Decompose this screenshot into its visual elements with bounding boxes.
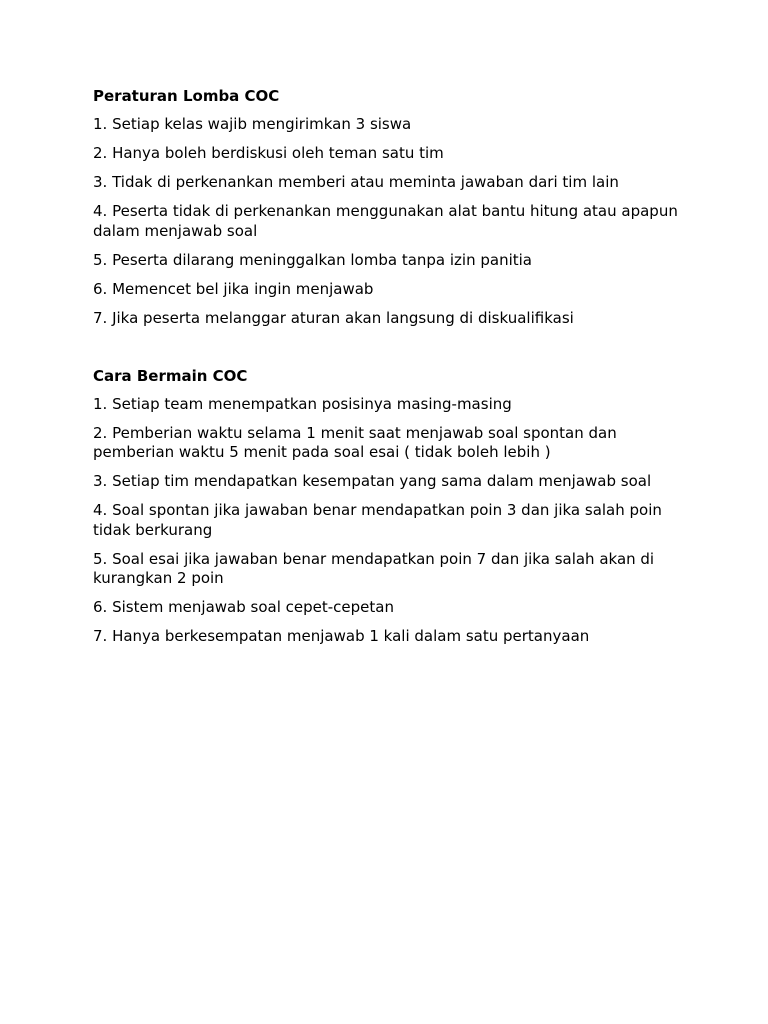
section-rules — [93, 86, 683, 328]
list-item: 2. Pemberian waktu selama 1 menit saat menjawab soal spontan dan pemberian waktu 5 menit pada soal esai ( tidak boleh lebih ) — [93, 423, 617, 461]
list-item: 3. Tidak di perkenankan memberi atau meminta jawaban dari tim lain — [93, 173, 619, 191]
section-how-to-play — [93, 366, 683, 647]
section-title: Cara Bermain COC — [93, 366, 248, 385]
list-item: 4. Soal spontan jika jawaban benar mendapatkan poin 3 dan jika salah poin tidak berkurang — [93, 501, 662, 539]
list-item: 2. Hanya boleh berdiskusi oleh teman satu tim — [93, 144, 444, 162]
section-spacer — [93, 338, 683, 366]
list-item: 5. Soal esai jika jawaban benar mendapatkan poin 7 dan jika salah akan di kurangkan 2 poin — [93, 549, 655, 587]
list-item: 1. Setiap team menempatkan posisinya masing-masing — [93, 394, 512, 413]
list-item: 5. Peserta dilarang meninggalkan lomba tanpa izin panitia — [93, 250, 532, 269]
list-item: 7. Jika peserta melanggar aturan akan langsung di diskualifikasi — [93, 308, 574, 327]
list-item: 1. Setiap kelas wajib mengirimkan 3 siswa — [93, 115, 412, 133]
list-item: 7. Hanya berkesempatan menjawab 1 kali dalam satu pertanyaan — [93, 627, 590, 645]
list-item: 3. Setiap tim mendapatkan kesempatan yang sama dalam menjawab soal — [93, 472, 652, 490]
rule-list — [93, 115, 683, 328]
list-item: 4. Peserta tidak di perkenankan menggunakan alat bantu hitung atau apapun dalam menjawab soal — [93, 202, 678, 240]
rule-list — [93, 395, 683, 647]
document-page — [93, 86, 683, 656]
list-item: 6. Sistem menjawab soal cepet-cepetan — [93, 598, 394, 616]
section-title: Peraturan Lomba COC — [93, 87, 280, 105]
list-item: 6. Memencet bel jika ingin menjawab — [93, 279, 374, 298]
